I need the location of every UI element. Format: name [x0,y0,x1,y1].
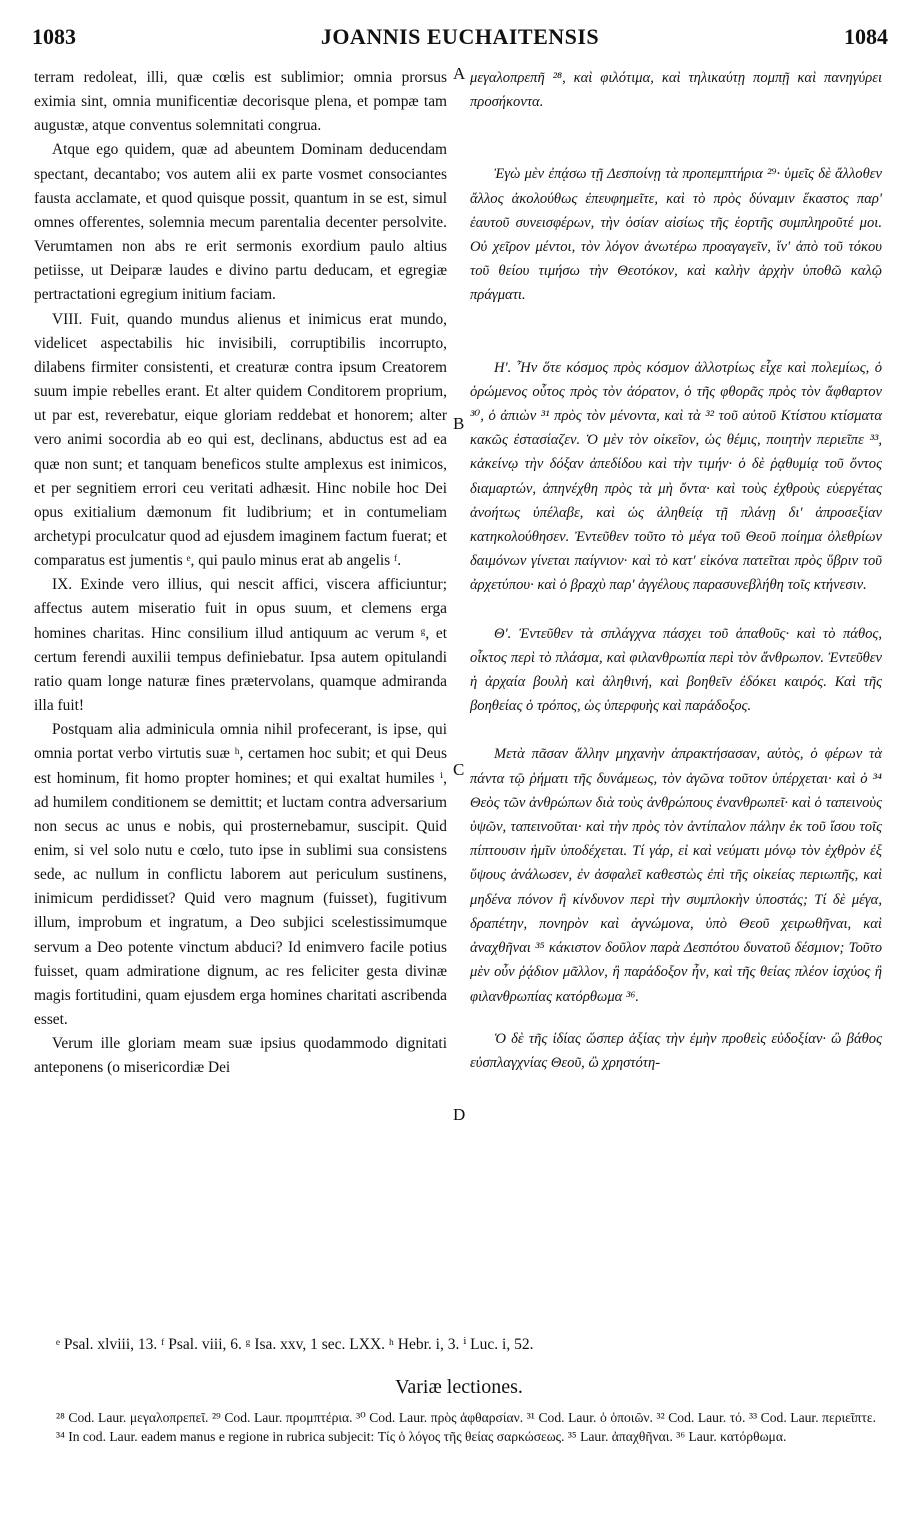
variae-lectiones-notes: ²⁸ Cod. Laur. μεγαλοπρεπεῖ. ²⁹ Cod. Laur. προμπτέρια. ³⁰ Cod. Laur. πρὸς ἀφθαρσίαν. ³¹ Cod. Laur. ὁ ὁποιῶν. ³² Cod. Laur. τό. ³³ Cod. Laur. περιεῖπτε. ³⁴ In cod. Laur. eadem manus e regione in rubrica subjecit: Τίς ὁ λόγος τῆς θείας σαρκώσεως. ³⁵ Laur. ἀπαχθῆναι. ³⁶ Laur. κατόρθωμα. [56,1410,876,1444]
greek-paragraph: Ἐγὼ μὲν ἐπᾴσω τῇ Δεσποίνῃ τὰ προπεμπτήρια ²⁹· ὑμεῖς δὲ ἄλλοθεν ἄλλος ἀκολούθως ἐπευφημεῖτε, καὶ τὸ πρὸς δύναμιν ἕκαστος παρ' ἑαυτοῦ συνεισφέρων, τὴν ὁσίαν αἰσίως τῆς ἑορτῆς συμπληροῦτέ μοι. Οὐ χεῖρον μέντοι, τὸν λόγον ἀνωτέρω προαγαγεῖν, ἵν' ἀπὸ τοῦ τόκου τοῦ θείου τιμήσω τὴν Θεοτόκον, καὶ καλὴν ἀρχὴν ὑποθῶ καλῷ πράγματι. [470,166,882,304]
greek-paragraph: μεγαλοπρεπῆ ²⁸, καὶ φιλότιμα, καὶ τηλικαύτῃ πομπῇ καὶ πανηγύρει προσήκοντα. [470,70,882,111]
latin-paragraph: Postquam alia adminicula omnia nihil profecerant, is ipse, qui omnia portat verbo virtutis suæ ʰ, certamen hoc subit; et qui Deus est hominum, fit homo propter homines; et qui exaltat humiles ⁱ, ad humilem conditionem se demittit; et luctam contra adversarium non secus ac unus e nobis, qui prosternebamur, suscipit. Quid enim, si vel solo nutu e cœlo, tuto ipse in sublimi sua consistens sede, ac nullum in conflictu laborem aut periculum sustinens, inimicum perdidisset? Quid vero magnum (fuisset), fugitivum illum, improbum et ingratum, a Deo subjici scelestissimumque servum a Deo potente vinctum abduci? Id enimvero facile potius fuisset, quam admiratione dignum, ac res feliciter gesta divinæ magis fortitudini, quam ejusdem erga homines charitati ascribenda esset. [34,721,447,1029]
page-number-right: 1084 [844,24,888,49]
margin-marker-d: D [453,1105,466,1124]
greek-paragraph: Θ'. Ἐντεῦθεν τὰ σπλάγχνα πάσχει τοῦ ἀπαθοῦς· καὶ τὸ πάθος, οἶκτος περὶ τὸ πλάσμα, καὶ φιλανθρωπία περὶ τὸν ἄνθρωπον. Ἐντεῦθεν ἡ ἀρχαία βουλὴ καὶ ἀληθινή, καὶ βοηθεῖν ἐδόκει καιρός. Καὶ τῆς βοηθείας ὁ τρόπος, ὡς ὑπερφυὴς καὶ παράδοξος. [470,625,882,715]
margin-marker-c: C [453,760,465,779]
latin-paragraph: Atque ego quidem, quæ ad abeuntem Dominam deducendam spectant, decantabo; vos autem alii ex parte vosmet consociantes fausta acclamate, et quod quisque possit, quantum in se est, simul omnes offerentes, solemnia mecum parentalia decenter persolvite. Verumtamen non abs re erit sermonis exordium paulo altius petiisse, ut Deiparæ laudes e divino partu deducam, et egregiæ pertractationi egregium initium faciam. [34,141,447,304]
margin-marker-b: B [453,414,465,433]
latin-paragraph: terram redoleat, illi, quæ cœlis est sublimior; omnia prorsus eximia sint, omnia munificentiæ decorisque plena, et pompæ tam augustæ, atque conventus solemnitati congrua. [34,69,447,135]
greek-paragraph: Μετὰ πᾶσαν ἄλλην μηχανὴν ἀπρακτήσασαν, αὐτὸς, ὁ φέρων τὰ πάντα τῷ ῥήματι τῆς δυνάμεως, τὸν ἀγῶνα τοῦτον ὑπέρχεται· καὶ ὁ ³⁴ Θεὸς τῶν ἀνθρώπων διὰ τοὺς ἀνθρώπους ἐνανθρωπεῖ· καὶ ὁ ταπεινοὺς ὑψῶν, ταπεινοῦται· καὶ τὴν πρὸς τὸν ἀντίπαλον πάλην ἐκ τοῦ ἴσου τοῖς πίπτουσιν ἡμῖν ὑποδέχεται. Τί γάρ, εἰ καὶ νεύματι μόνῳ τὸν ἐχθρὸν ἐξ ὕψους ἀνάλωσεν, ἐν ἀσφαλεῖ καθεστὼς ἐπὶ τῆς οἰκείας περιωπῆς, καὶ μηδένα πόνον ἢ κίνδυνον περὶ τὴν συμπλοκὴν ὑποστάς; Τί δὲ μέγα, δραπέτην, πονηρὸν καὶ ἀγνώμονα, ὑπὸ Θεοῦ χειρωθῆναι, καὶ ἀναχθῆναι ³⁵ κάκιστον δοῦλον παρὰ Δεσπότου δυνατοῦ δέσμιον; Τοῦτο μὲν οὖν ῥᾴδιον μᾶλλον, ἢ παράδοξον ἦν, καὶ τῆς θείας πλέον ἰσχύος ἢ φιλανθρωπίας κατόρθωμα ³⁶. [470,746,882,1005]
greek-paragraph: Ὁ δὲ τῆς ἰδίας ὥσπερ ἀξίας τὴν ἐμὴν προθεὶς εὐδοξίαν· ὢ βάθος εὐσπλαγχνίας Θεοῦ, ὢ χρηστότη- [470,1030,882,1071]
latin-column [34,66,447,1081]
latin-paragraph: VIII. Fuit, quando mundus alienus et inimicus erat mundo, videlicet aspectabilis hic invisibili, corruptibilis incorrupto, dilabens firmiter consistenti, et creaturæ contra ipsum Creatorem suum impie rebelles erant. Et alter quidem Conditorem proprium, ut par est, reverebatur, eique gloriam reddebat et honorem; alter vero animi socordia ab eo qui est, declinans, abductus est ad ea quæ non sunt; et tanquam beneficos stulte amplexus est inimicos, et per segnitiem errori ceu veritati adhæsit. Hinc nobile hoc Dei opus exitialium dæmonum fit ludibrium; et in contumeliam archetypi proculcatur quod ad ejusdem imaginem factum fuerat; et comparatus est jumentis ᵉ, qui paulo minus erat ab angelis ᶠ. [34,310,447,570]
page-number-left: 1083 [32,24,76,49]
margin-marker-a: A [453,64,466,83]
variae-lectiones-title: Variæ lectiones. [395,1376,523,1398]
latin-paragraph: Verum ille gloriam meam suæ ipsius quodammodo dignitati anteponens (o misericordiæ Dei [34,1035,447,1077]
latin-paragraph: IX. Exinde vero illius, qui nescit affici, viscera afficiuntur; affectus autem miseratio fuit in opus suum, et clemens erga homines charitas. Hinc consilium illud antiquum ac verum ᵍ, et certum ferendi auxilii tempus definiebatur. Ipsa autem opitulandi ratio quam longe naturæ fines prætervolans, quamque admiranda illa fuit! [34,576,447,715]
scripture-footnotes: ᵉ Psal. xlviii, 13. ᶠ Psal. viii, 6. ᵍ Isa. xxv, 1 sec. LXX. ʰ Hebr. i, 3. ⁱ Luc. i, 52. [56,1336,534,1353]
greek-paragraph: Η'. Ἦν ὅτε κόσμος πρὸς κόσμον ἀλλοτρίως εἶχε καὶ πολεμίως, ὁ ὁρώμενος οὗτος πρὸς τὸν ἀόρατον, ὁ τῆς φθορᾶς πρὸς τὸν ἄφθαρτον ³⁰, ὁ ἀπιὼν ³¹ πρὸς τὸν μένοντα, καὶ τὰ ³² τοῦ αὐτοῦ Κτίστου κτίσματα κακῶς ἐστασίαζεν. Ὁ μὲν τὸν οἰκεῖον, ὡς θέμις, ποιητὴν περιεῖπε ³³, κἀκείνῳ τὴν δόξαν ἀπεδίδου καὶ τὴν τιμήν· ὁ δὲ ῥᾳθυμίᾳ τοῦ ὄντος διαμαρτών, ἀπηνέχθη πρὸς τὰ μὴ ὄντα· καὶ τοὺς ἐχθροὺς εὐεργέτας ἀνοήτως ὑπέλαβε, καὶ ὡς ἀληθείᾳ τῇ πλάνῃ δι' ἀπροσεξίαν κατηκολούθησεν. Ἐντεῦθεν τοῦτο τὸ μέγα τοῦ Θεοῦ ποίημα ὀλεθρίων δαιμόνων γίνεται παίγνιον· καὶ τὸ κατ' εἰκόνα πατεῖται πρὸς ὕβριν τοῦ ἀρχετύπου· καὶ ὁ βραχὺ παρ' ἀγγέλους παρασυνεβλήθη τοῖς κτήνεσιν. [470,359,882,594]
running-title: JOANNIS EUCHAITENSIS [320,24,600,49]
running-header [32,24,888,54]
greek-column [470,66,882,1075]
